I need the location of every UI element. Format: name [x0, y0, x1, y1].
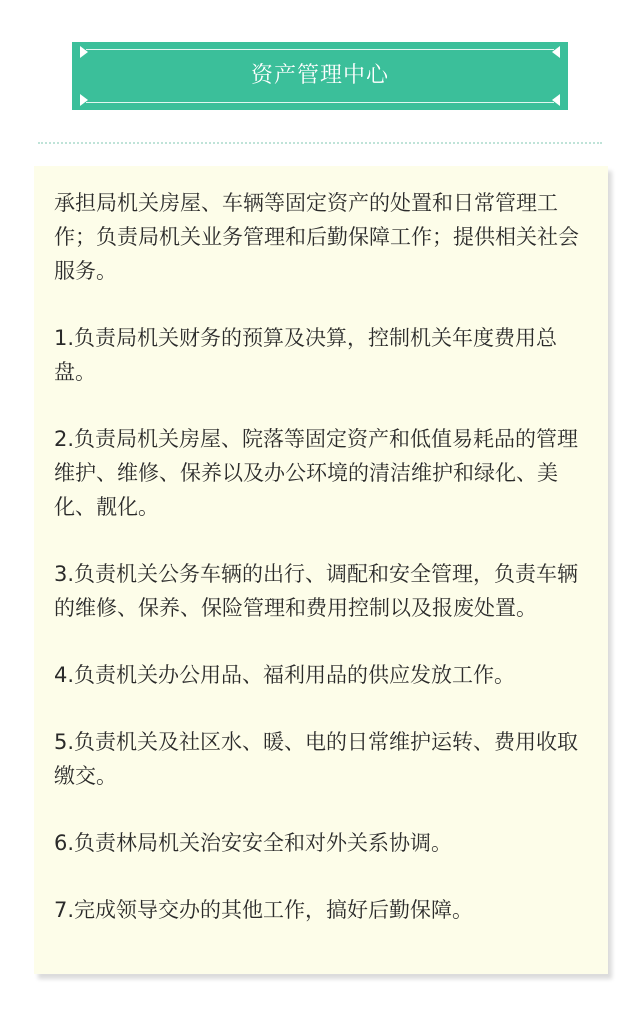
dotted-divider [38, 142, 602, 144]
duty-item-5: 5.负责机关及社区水、暖、电的日常维护运转、费用收取缴交。 [54, 730, 579, 788]
duty-item-2: 2.负责局机关房屋、院落等固定资产和低值易耗品的管理维护、维修、保养以及办公环境的清洁维护和绿化、美化、靓化。 [54, 427, 579, 519]
duty-item-3: 3.负责机关公务车辆的出行、调配和安全管理，负责车辆的维修、保养、保险管理和费用控制以及报废处置。 [54, 562, 579, 620]
title-banner [72, 42, 568, 110]
content-card [34, 166, 608, 974]
duty-item-4: 4.负责机关办公用品、福利用品的供应发放工作。 [54, 663, 516, 687]
duty-item-1: 1.负责局机关财务的预算及决算，控制机关年度费用总盘。 [54, 326, 558, 384]
intro-paragraph: 承担局机关房屋、车辆等固定资产的处置和日常管理工作；负责局机关业务管理和后勤保障工作；提供相关社会服务。 [54, 191, 579, 283]
duty-item-7: 7.完成领导交办的其他工作，搞好后勤保障。 [54, 898, 474, 922]
content-body [54, 186, 590, 927]
page-title: 资产管理中心 [250, 63, 389, 88]
duty-item-6: 6.负责林局机关治安安全和对外关系协调。 [54, 831, 453, 855]
